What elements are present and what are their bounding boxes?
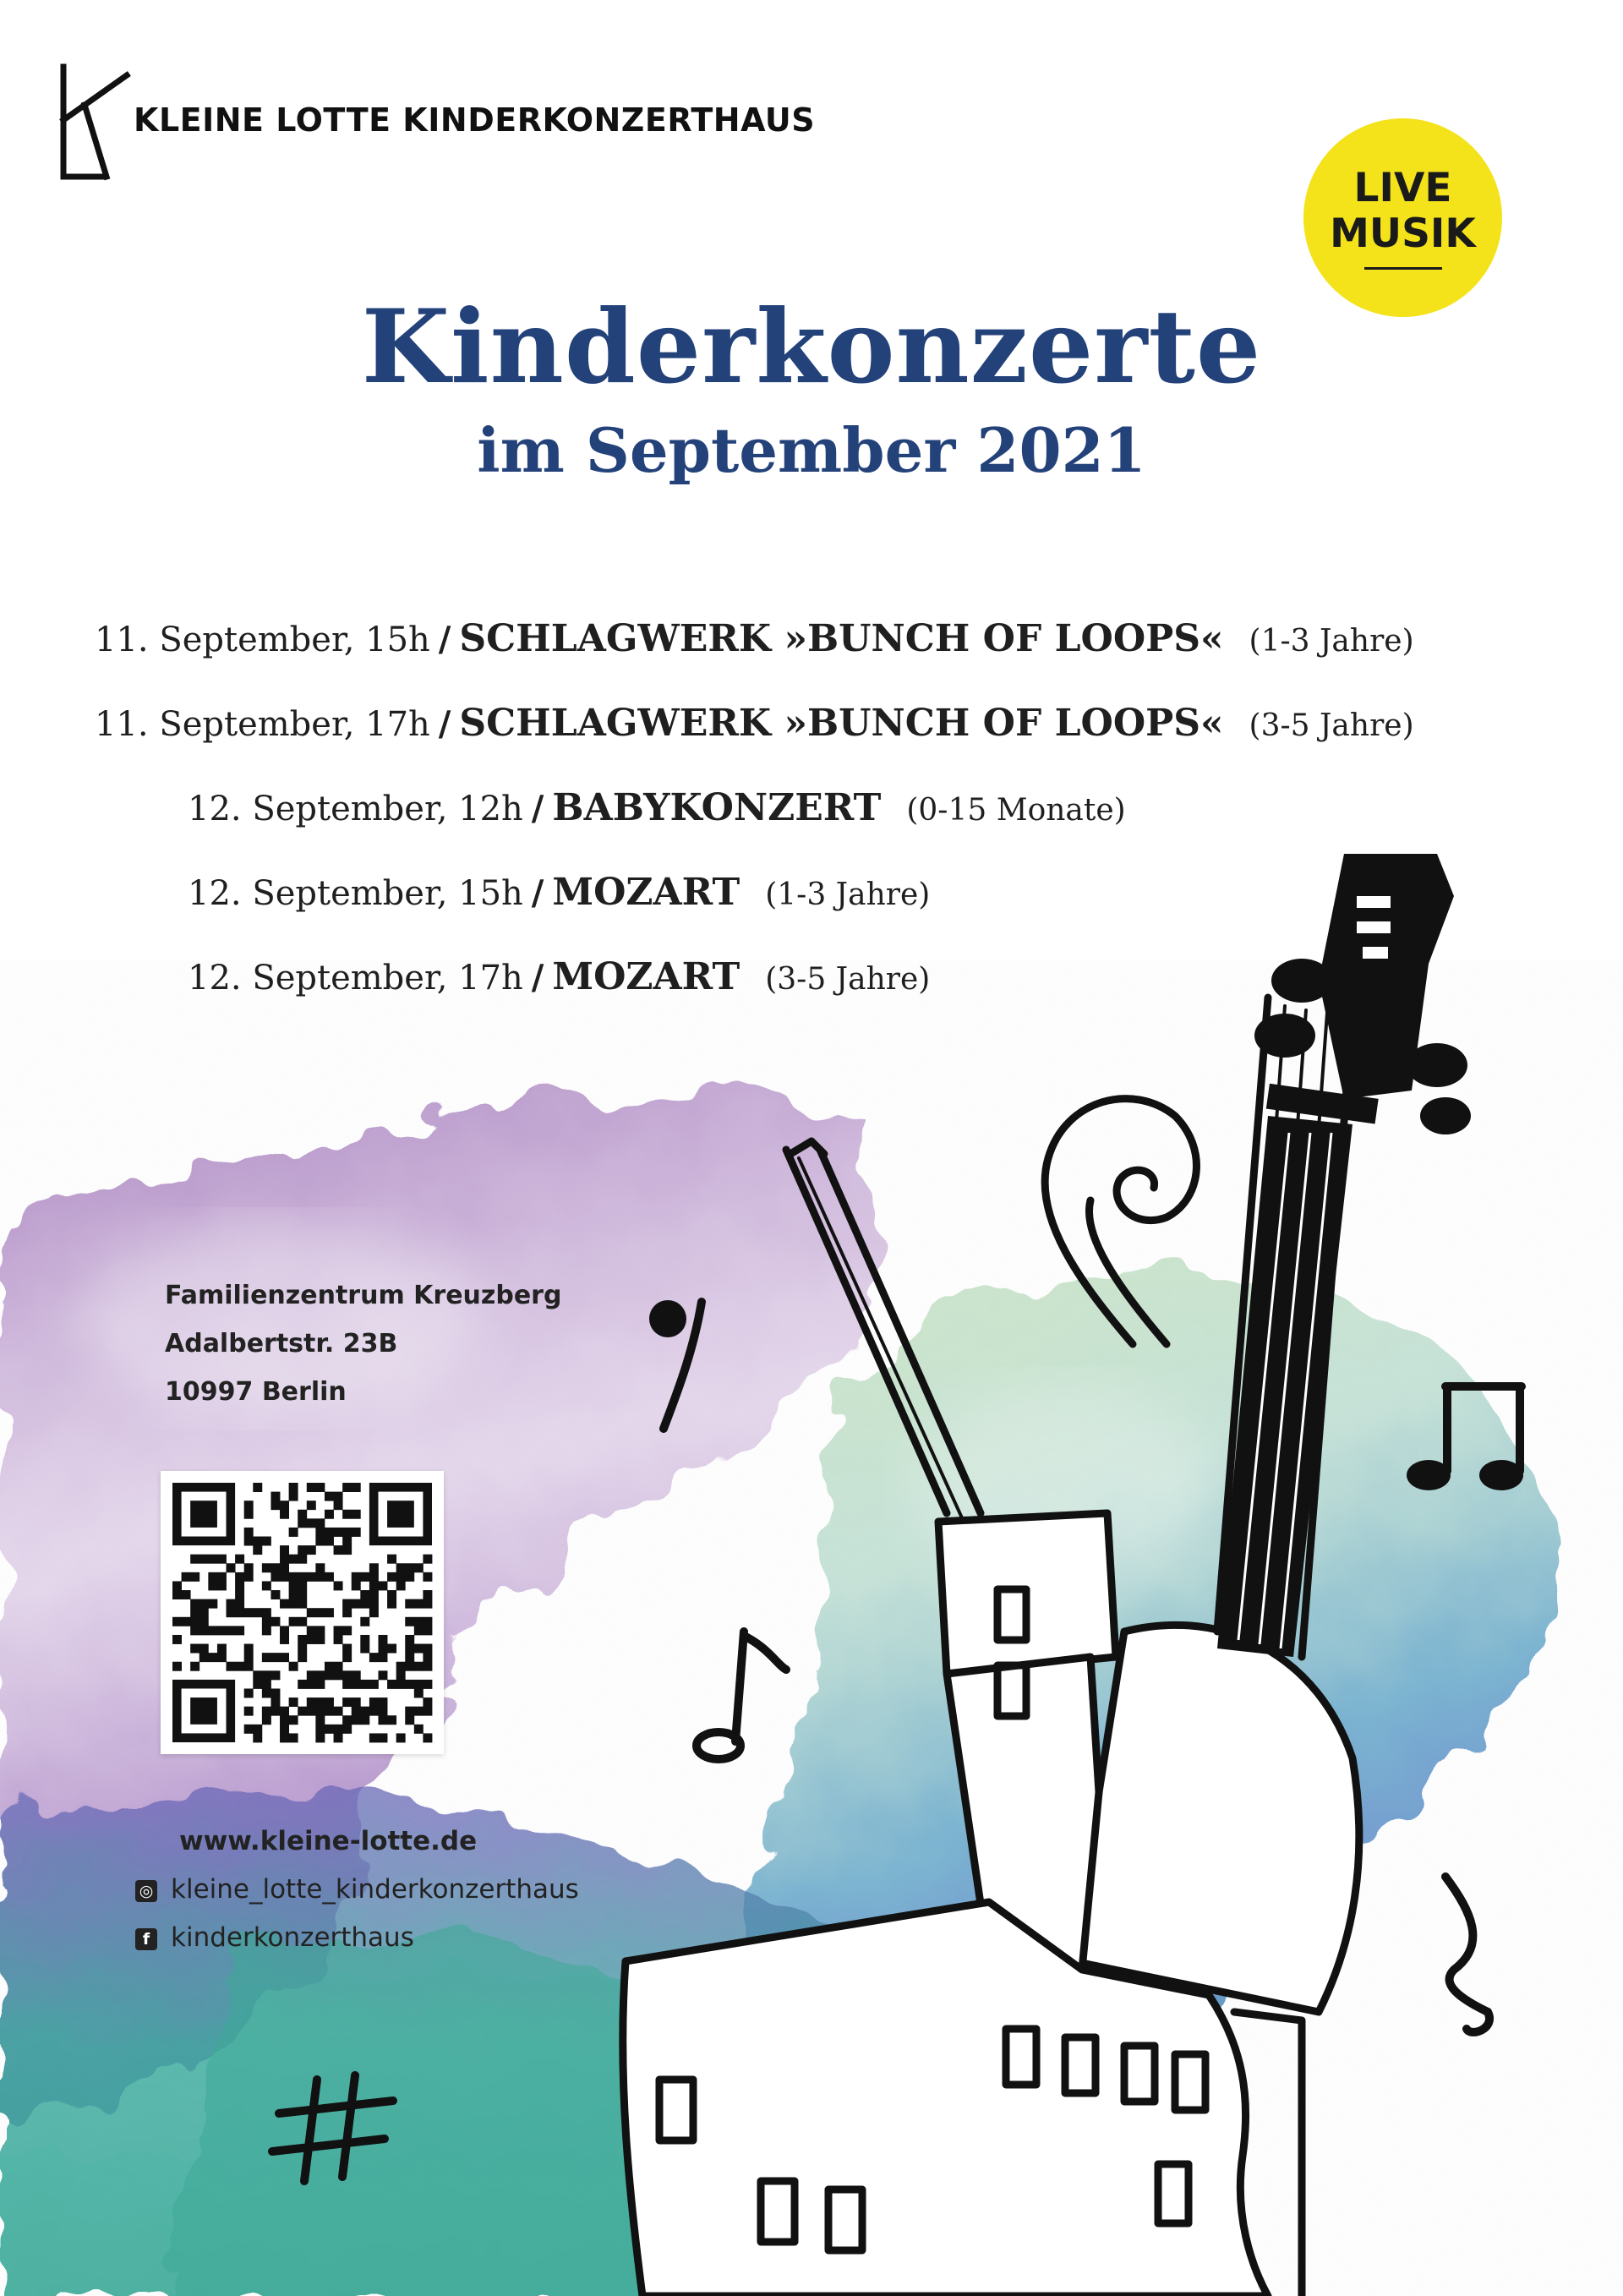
event-date: 12. September, 12h	[188, 790, 523, 828]
instagram-link[interactable]	[135, 1874, 579, 1905]
event-separator: /	[531, 789, 544, 828]
event-date: 12. September, 17h	[188, 959, 523, 998]
instagram-icon: ◎	[135, 1880, 157, 1902]
event-title: MOZART	[552, 871, 740, 914]
event-row	[188, 786, 1126, 829]
event-separator: /	[438, 620, 451, 659]
page-title: Kinderkonzerte	[361, 287, 1262, 407]
address-street: Adalbertstr. 23B	[165, 1329, 398, 1358]
badge-line-1: LIVE	[1353, 165, 1452, 211]
address-city: 10997 Berlin	[165, 1377, 347, 1407]
event-age: (3-5 Jahre)	[765, 962, 931, 997]
facebook-link[interactable]	[135, 1922, 414, 1953]
event-age: (0-15 Monate)	[906, 793, 1126, 828]
facebook-icon: f	[135, 1928, 157, 1950]
event-title: SCHLAGWERK »BUNCH OF LOOPS«	[459, 702, 1224, 745]
brand-name: KLEINE LOTTE KINDERKONZERTHAUS	[134, 101, 816, 139]
event-row	[188, 871, 930, 914]
event-separator: /	[531, 873, 544, 913]
event-row	[188, 955, 930, 998]
qr-code[interactable]	[161, 1471, 444, 1754]
event-row	[95, 702, 1414, 745]
address-venue: Familienzentrum Kreuzberg	[165, 1281, 562, 1310]
facebook-handle: kinderkonzerthaus	[171, 1922, 414, 1953]
event-separator: /	[531, 958, 544, 998]
website-link[interactable]: www.kleine-lotte.de	[179, 1826, 478, 1856]
event-title: SCHLAGWERK »BUNCH OF LOOPS«	[459, 617, 1224, 660]
page-subtitle: im September 2021	[477, 414, 1146, 486]
event-separator: /	[438, 704, 451, 744]
kleine-lotte-logo-icon	[59, 63, 135, 181]
event-age: (1-3 Jahre)	[1249, 624, 1414, 659]
event-title: BABYKONZERT	[552, 786, 882, 829]
event-date: 12. September, 15h	[188, 874, 523, 913]
badge-line-2: MUSIK	[1330, 210, 1476, 257]
event-date: 11. September, 15h	[95, 620, 430, 659]
event-date: 11. September, 17h	[95, 705, 430, 744]
instagram-handle: kleine_lotte_kinderkonzerthaus	[171, 1874, 579, 1905]
event-age: (1-3 Jahre)	[765, 877, 931, 912]
event-row	[95, 617, 1414, 660]
qr-code-icon	[161, 1471, 444, 1754]
badge-underline	[1364, 267, 1442, 270]
event-age: (3-5 Jahre)	[1249, 708, 1414, 743]
event-title: MOZART	[552, 955, 740, 998]
